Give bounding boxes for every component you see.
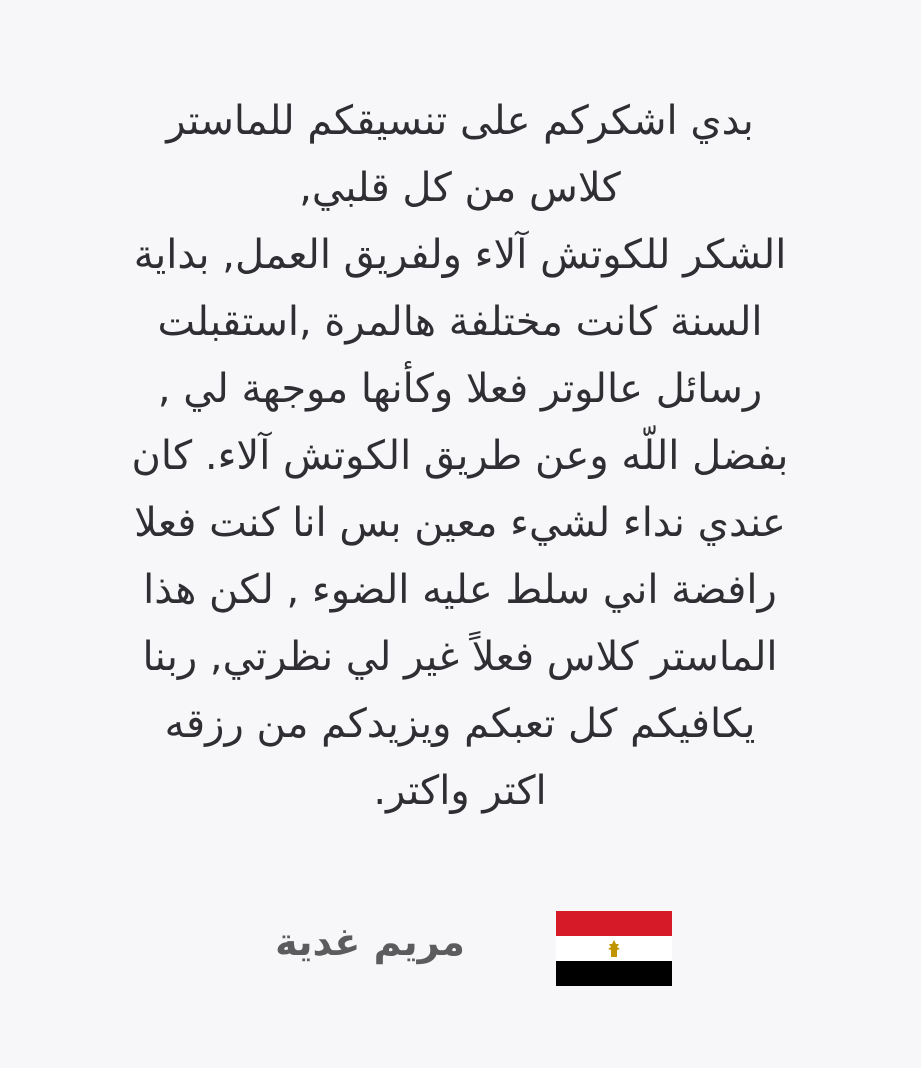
testimonial-signature (0, 900, 921, 995)
egypt-flag-icon (556, 911, 672, 986)
message-line: الشكر للكوتش آلاء ولفريق العمل, بداية (133, 232, 787, 278)
message-line: رسائل عالوتر فعلا وكأنها موجهة لي , (157, 366, 763, 412)
message-line: كلاس من كل قلبي, (299, 165, 621, 211)
flag-red-stripe (556, 911, 672, 936)
testimonial-message (60, 88, 860, 825)
message-line: عندي نداء لشيء معين بس انا كنت فعلا (134, 500, 786, 546)
message-line: بدي اشكركم على تنسيقكم للماستر (166, 98, 754, 144)
flag-black-stripe (556, 961, 672, 986)
message-line: رافضة اني سلط عليه الضوء , لكن هذا (143, 567, 777, 613)
message-line: اكتر واكتر. (373, 768, 547, 814)
message-line: بفضل اللّه وعن طريق الكوتش آلاء. كان (131, 433, 789, 479)
message-line: يكافيكم كل تعبكم ويزيدكم من رزقه (164, 701, 756, 747)
author-name: مريم غدية (275, 920, 465, 964)
flag-white-stripe (556, 936, 672, 961)
message-line: السنة كانت مختلفة هالمرة ,استقبلت (157, 299, 763, 345)
message-line: الماستر كلاس فعلاً غير لي نظرتي, ربنا (142, 634, 778, 680)
eagle-icon (605, 939, 623, 959)
